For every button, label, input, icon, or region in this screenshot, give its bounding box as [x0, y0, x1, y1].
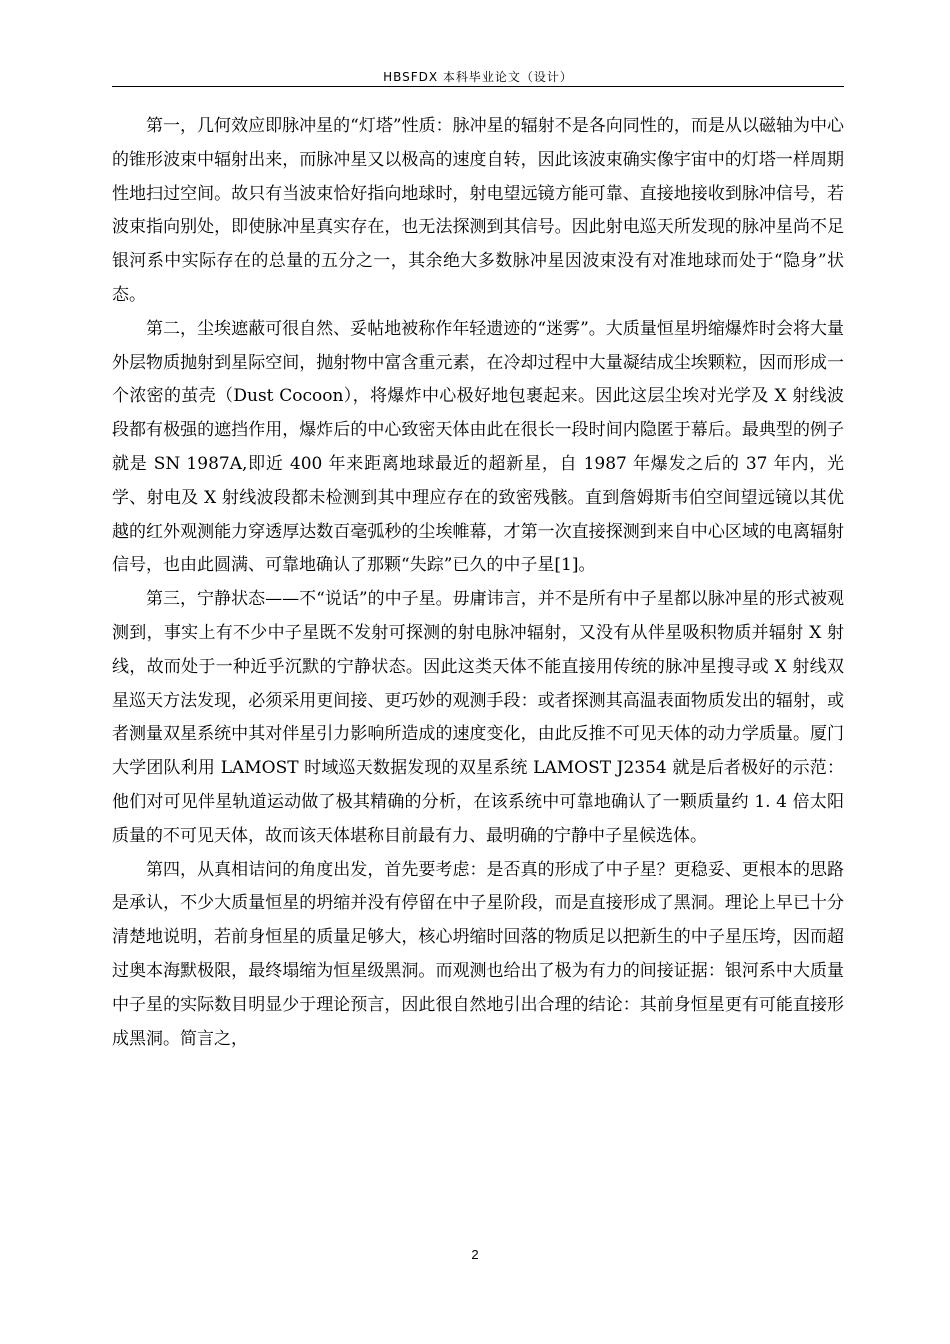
paragraph-1: 第一，几何效应即脉冲星的“灯塔”性质：脉冲星的辐射不是各向同性的，而是从以磁轴为中心的锥形波束中辐射出来，而脉冲星又以极高的速度自转，因此该波束确实像宇宙中的灯塔一样周期性地扫过空间。故只有当波束恰好指向地球时，射电望远镜方能可靠、直接地接收到脉冲信号，若波束指向别处，即使脉冲星真实存在，也无法探测到其信号。因此射电巡天所发现的脉冲星尚不足银河系中实际存在的总量的五分之一，其余绝大多数脉冲星因波束没有对准地球而处于“隐身”状态。	[112, 116, 844, 305]
body-text	[112, 110, 844, 1056]
paragraph-4: 第四，从真相诘问的角度出发，首先要考虑：是否真的形成了中子星？更稳妥、更根本的思路是承认，不少大质量恒星的坍缩并没有停留在中子星阶段，而是直接形成了黑洞。理论上早已十分清楚地说明，若前身恒星的质量足够大，核心坍缩时回落的物质足以把新生的中子星压垮，因而超过奥本海默极限，最终塌缩为恒星级黑洞。而观测也给出了极为有力的间接证据：银河系中大质量中子星的实际数目明显少于理论预言，因此很自然地引出合理的结论：其前身恒星更有可能直接形成黑洞。简言之，	[112, 859, 844, 1049]
running-header: HBSFDX 本科毕业论文（设计）	[383, 70, 573, 84]
paragraph-2: 第二，尘埃遮蔽可很自然、妥帖地被称作年轻遗迹的“迷雾”。大质量恒星坍缩爆炸时会将大量外层物质抛射到星际空间，抛射物中富含重元素，在冷却过程中大量凝结成尘埃颗粒，因而形成一个浓密的茧壳（Dust Cocoon），将爆炸中心极好地包裹起来。因此这层尘埃对光学及 X 射线波段都有极强的遮挡作用，爆炸后的中心致密天体由此在很长一段时间内隐匿于幕后。最典型的例子就是 SN 1987A,即近 400 年来距离地球最近的超新星，自 1987 年爆发之后的 37 年内，光学、射电及 X 射线波段都未检测到其中理应存在的致密残骸。直到詹姆斯韦伯空间望远镜以其优越的红外观测能力穿透厚达数百毫弧秒的尘埃帷幕，才第一次直接探测到来自中心区域的电离辐射信号，也由此圆满、可靠地确认了那颗“失踪”已久的中子星[1]。	[112, 318, 844, 576]
header-divider	[112, 86, 844, 87]
paragraph-3: 第三，宁静状态——不“说话”的中子星。毋庸讳言，并不是所有中子星都以脉冲星的形式被观测到，事实上有不少中子星既不发射可探测的射电脉冲辐射，又没有从伴星吸积物质并辐射 X 射线，故而处于一种近乎沉默的宁静状态。因此这类天体不能直接用传统的脉冲星搜寻或 X 射线双星巡天方法发现，必须采用更间接、更巧妙的观测手段：或者探测其高温表面物质发出的辐射，或者测量双星系统中其对伴星引力影响所造成的速度变化，由此反推不可见天体的动力学质量。厦门大学团队利用 LAMOST 时域巡天数据发现的双星系统 LAMOST J2354 就是后者极好的示范：他们对可见伴星轨道运动做了极其精确的分析，在该系统中可靠地确认了一颗质量约 1. 4 倍太阳质量的不可见天体，故而该天体堪称目前最有力、最明确的宁静中子星候选体。	[112, 589, 844, 846]
page-number: 2	[471, 1247, 479, 1262]
